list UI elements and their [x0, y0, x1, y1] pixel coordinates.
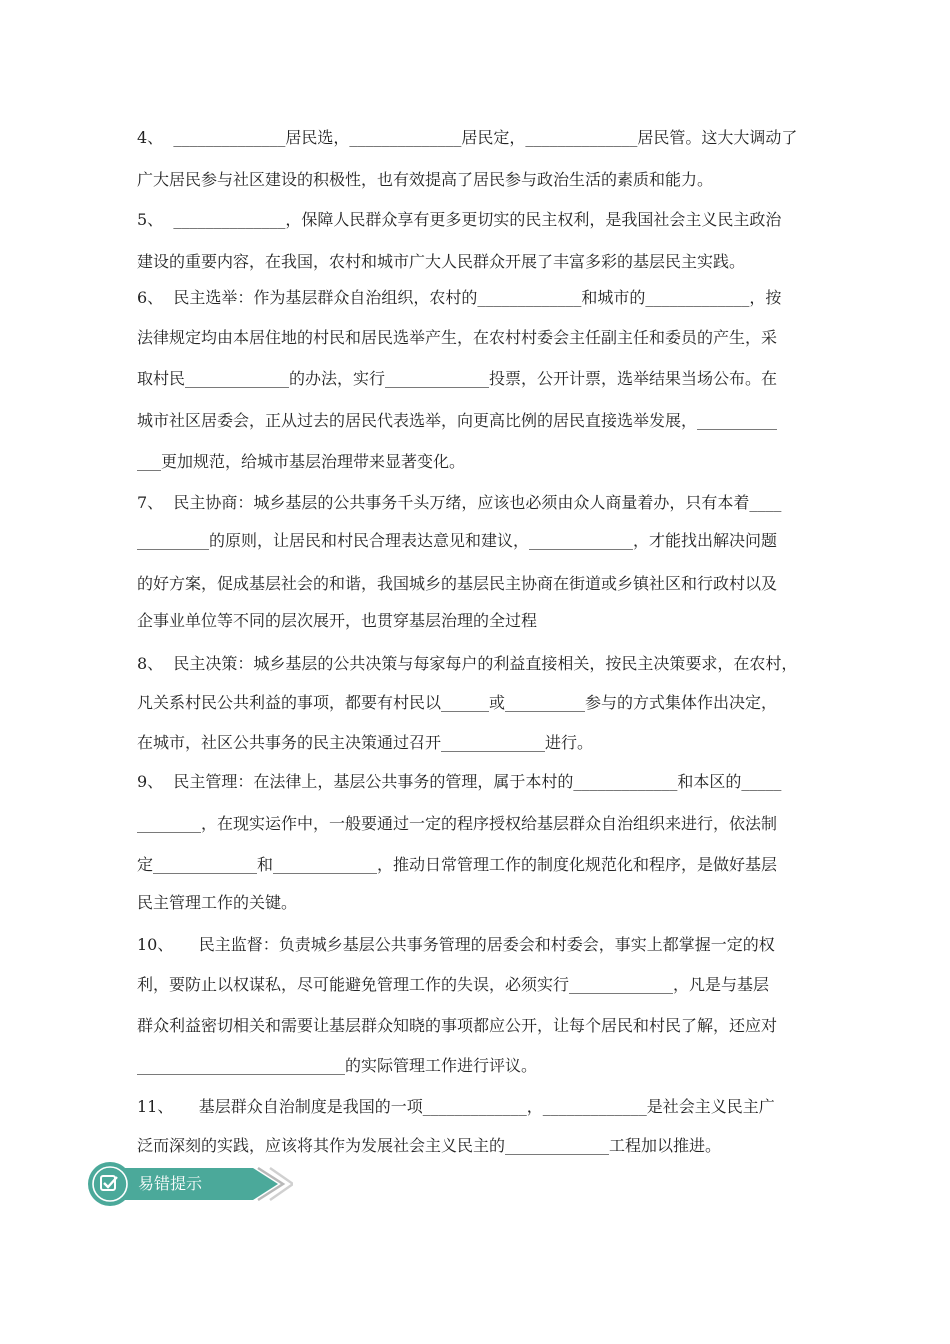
- text-line: ___更加规范，给城市基层治理带来显著变化。: [137, 452, 466, 471]
- text-line: 定_____________和_____________，推动日常管理工作的制度化规范化和程序，是做好基层: [137, 855, 778, 874]
- text-line: 广大居民参与社区建设的积极性，也有效提高了居民参与政治生活的素质和能力。: [137, 170, 714, 189]
- text-line: 8、 民主决策：城乡基层的公共决策与每家每户的利益直接相关，按民主决策要求，在农村，: [137, 654, 798, 673]
- text-line: ________，在现实运作中，一般要通过一定的程序授权给基层群众自治组织来进行，依法制: [137, 814, 778, 833]
- text-line: 民主管理工作的关键。: [137, 893, 298, 912]
- text-line: 的好方案，促成基层社会的和谐，我国城乡的基层民主协商在街道或乡镇社区和行政村以及: [137, 574, 778, 593]
- text-line: 取村民_____________的办法，实行_____________投票，公开计票，选举结果当场公布。在: [137, 369, 778, 388]
- text-line: 泛而深刻的实践，应该将其作为发展社会主义民主的_____________工程加以推进。: [137, 1136, 722, 1155]
- text-line: 11、 基层群众自治制度是我国的一项_____________，_____________是社会主义民主广: [137, 1097, 775, 1116]
- text-line: 凡关系村民公共利益的事项，都要有村民以______或__________参与的方式集体作出决定，: [137, 693, 778, 712]
- text-line: 4、 ______________居民选，______________居民定，______________居民管。这大大调动了: [137, 128, 798, 147]
- text-line: 9、 民主管理：在法律上，基层公共事务的管理，属于本村的_____________和本区的_____: [137, 772, 782, 791]
- text-line: 10、 民主监督：负责城乡基层公共事务管理的居委会和村委会，事实上都掌握一定的权: [137, 935, 775, 954]
- text-line: 利，要防止以权谋私，尽可能避免管理工作的失误，必须实行_____________，凡是与基层: [137, 975, 770, 994]
- text-line: 法律规定均由本居住地的村民和居民选举产生，在农村村委会主任副主任和委员的产生，采: [137, 328, 778, 347]
- text-line: __________________________的实际管理工作进行评议。: [137, 1056, 538, 1075]
- text-line: 群众利益密切相关和需要让基层群众知晓的事项都应公开，让每个居民和村民了解，还应对: [137, 1016, 778, 1035]
- text-line: 城市社区居委会，正从过去的居民代表选举，向更高比例的居民直接选举发展，__________: [137, 411, 778, 430]
- text-line: 建设的重要内容，在我国，农村和城市广大人民群众开展了丰富多彩的基层民主实践。: [137, 252, 746, 271]
- text-line: 5、 ______________，保障人民群众享有更多更切实的民主权利，是我国社会主义民主政治: [137, 210, 782, 229]
- text-line: 6、 民主选举：作为基层群众自治组织，农村的_____________和城市的_____________，按: [137, 288, 782, 307]
- text-line: 在城市，社区公共事务的民主决策通过召开_____________进行。: [137, 733, 594, 752]
- text-line: 企事业单位等不同的层次展开，也贯穿基层治理的全过程: [137, 611, 538, 630]
- text-line: _________的原则，让居民和村民合理表达意见和建议，_____________，才能找出解决问题: [137, 531, 778, 550]
- text-line: 7、 民主协商：城乡基层的公共事务千头万绪，应该也必须由众人商量着办，只有本着____: [137, 493, 782, 512]
- error-tip-label: 易错提示: [138, 1174, 203, 1193]
